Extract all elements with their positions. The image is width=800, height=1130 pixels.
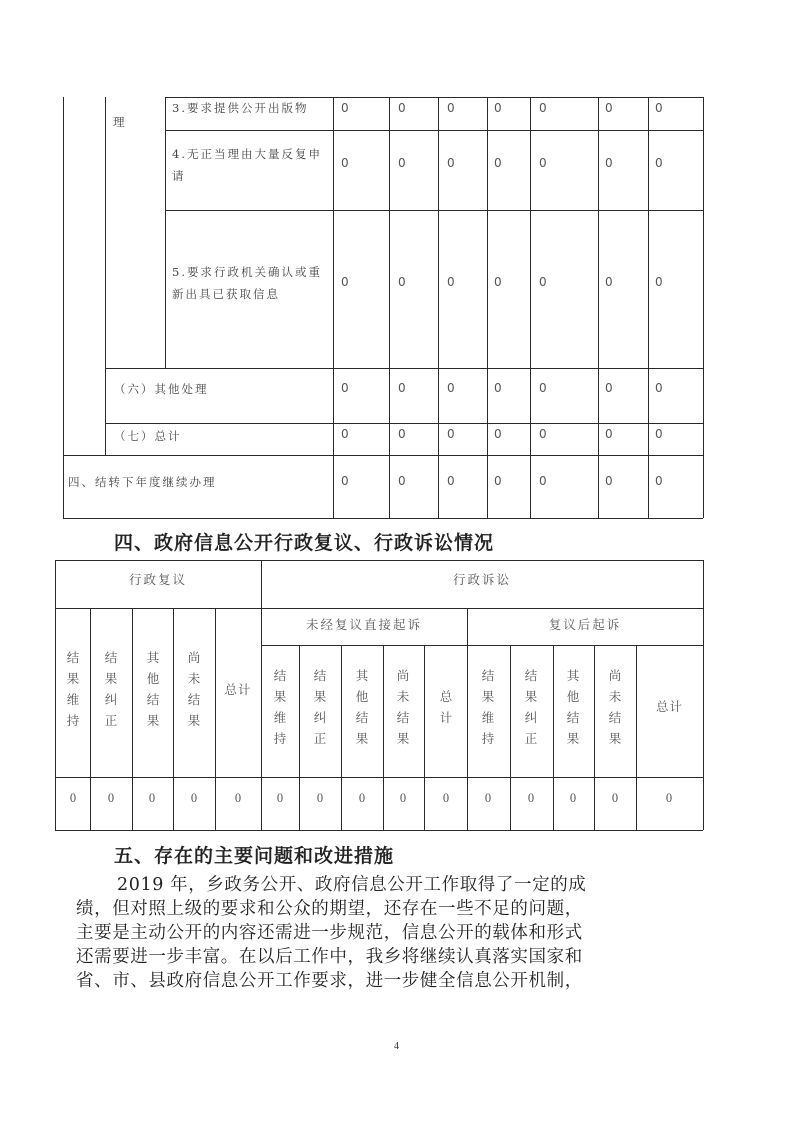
cell-value: 0 (190, 791, 198, 805)
paragraph-line: 省、市、县政府信息公开工作要求，进一步健全信息公开机制， (76, 971, 583, 991)
table2-border-top (55, 560, 703, 561)
cell-value: 0 (447, 427, 455, 441)
row-label: （六）其他处理 (114, 382, 209, 396)
cell-value: 0 (605, 474, 613, 488)
col-header-upheld: 结果维持 (481, 668, 495, 746)
cell-value: 0 (655, 156, 663, 170)
cell-value: 0 (527, 791, 535, 805)
table2-divider (636, 645, 637, 830)
cell-value: 0 (605, 275, 613, 289)
table2-divider (341, 645, 342, 830)
cell-value: 0 (398, 474, 406, 488)
table2-divider (383, 645, 384, 830)
table2-divider (261, 560, 262, 830)
row-label: （七）总计 (114, 429, 182, 443)
table1-rule (165, 210, 703, 211)
cell-value: 0 (69, 791, 77, 805)
col-header-corrected: 结果纠正 (104, 650, 118, 728)
cell-value: 0 (398, 101, 406, 115)
row-label: 3.要求提供公开出版物 (172, 101, 309, 115)
table1-divider (165, 97, 166, 368)
cell-value: 0 (655, 381, 663, 395)
cell-value: 0 (605, 156, 613, 170)
table2-divider (299, 645, 300, 830)
table2-divider (594, 645, 595, 830)
col-header-total: 总计 (655, 699, 683, 714)
cell-value: 0 (494, 156, 502, 170)
cell-value: 0 (569, 791, 577, 805)
header-administrative-litigation: 行政诉讼 (452, 572, 511, 587)
cell-value: 0 (447, 474, 455, 488)
cell-value: 0 (494, 427, 502, 441)
cell-value: 0 (494, 101, 502, 115)
table1-border-right (703, 97, 704, 518)
cell-value: 0 (447, 156, 455, 170)
col-header-pending: 尚未结果 (396, 668, 410, 746)
cell-value: 0 (341, 427, 349, 441)
col-header-other: 其他结果 (355, 668, 369, 746)
col-header-corrected: 结果纠正 (313, 668, 327, 746)
section-5-title: 五、存在的主要问题和改进措施 (114, 845, 395, 867)
table2-divider (424, 645, 425, 830)
table2-divider (553, 645, 554, 830)
paragraph-line: 2019 年，乡政务公开、政府信息公开工作取得了一定的成 (117, 875, 587, 895)
cell-value: 0 (358, 791, 366, 805)
cell-value: 0 (316, 791, 324, 805)
cell-value: 0 (399, 791, 407, 805)
table1-divider (105, 97, 106, 455)
cell-value: 0 (341, 275, 349, 289)
cell-value: 0 (539, 427, 547, 441)
header-administrative-review: 行政复议 (128, 572, 187, 587)
table2-border-left (55, 560, 56, 830)
col-header-other: 其他结果 (146, 650, 160, 728)
cell-value: 0 (655, 101, 663, 115)
cell-value: 0 (539, 381, 547, 395)
cell-value: 0 (494, 474, 502, 488)
cell-value: 0 (276, 791, 284, 805)
row-group-label-fragment: 理 (113, 115, 127, 129)
table1-rule (63, 455, 703, 456)
col-header-upheld: 结果维持 (66, 650, 80, 728)
header-direct-litigation: 未经复议直接起诉 (305, 617, 422, 632)
table1-rule (63, 518, 703, 519)
cell-value: 0 (447, 381, 455, 395)
col-header-pending: 尚未结果 (187, 650, 201, 728)
cell-value: 0 (605, 381, 613, 395)
cell-value: 0 (539, 474, 547, 488)
row-label-line: 请 (172, 169, 186, 183)
cell-value: 0 (341, 156, 349, 170)
row-label-line: 4.无正当理由大量反复申 (172, 147, 322, 161)
cell-value: 0 (539, 275, 547, 289)
paragraph-line: 主要是主动公开的内容还需进一步规范，信息公开的载体和形式 (76, 923, 583, 943)
table1-rule (105, 368, 703, 369)
row-label-line: 新出具已获取信息 (172, 287, 280, 301)
table2-divider (173, 608, 174, 830)
table2-divider (215, 608, 216, 830)
cell-value: 0 (539, 156, 547, 170)
cell-value: 0 (605, 427, 613, 441)
cell-value: 0 (655, 275, 663, 289)
cell-value: 0 (655, 427, 663, 441)
cell-value: 0 (234, 791, 242, 805)
cell-value: 0 (398, 156, 406, 170)
cell-value: 0 (107, 791, 115, 805)
table1-rule (165, 130, 703, 131)
col-header-corrected: 结果纠正 (524, 668, 538, 746)
cell-value: 0 (484, 791, 492, 805)
table1-rule (105, 423, 703, 424)
cell-value: 0 (148, 791, 156, 805)
cell-value: 0 (605, 101, 613, 115)
cell-value: 0 (341, 474, 349, 488)
col-header-total: 总计 (439, 689, 453, 725)
cell-value: 0 (398, 427, 406, 441)
cell-value: 0 (494, 275, 502, 289)
table2-divider (467, 608, 468, 830)
cell-value: 0 (398, 381, 406, 395)
cell-value: 0 (398, 275, 406, 289)
cell-value: 0 (665, 791, 673, 805)
cell-value: 0 (611, 791, 619, 805)
paragraph-line: 绩，但对照上级的要求和公众的期望，还存在一些不足的问题， (76, 899, 583, 919)
table2-border-bottom (55, 830, 703, 831)
section-4-title: 四、政府信息公开行政复议、行政诉讼情况 (114, 532, 495, 554)
table2-divider (510, 645, 511, 830)
table2-divider (90, 608, 91, 830)
table2-divider (132, 608, 133, 830)
table2-rule (55, 777, 703, 778)
row-label (172, 143, 322, 187)
table2-border-right (703, 560, 704, 830)
cell-value: 0 (442, 791, 450, 805)
col-header-pending: 尚未结果 (608, 668, 622, 746)
cell-value: 0 (655, 474, 663, 488)
table2-rule (55, 608, 703, 609)
col-header-total: 总计 (224, 682, 252, 697)
cell-value: 0 (447, 101, 455, 115)
row-label (172, 261, 322, 305)
cell-value: 0 (341, 381, 349, 395)
cell-value: 0 (447, 275, 455, 289)
col-header-other: 其他结果 (566, 668, 580, 746)
cell-value: 0 (494, 381, 502, 395)
row-label-line: 5.要求行政机关确认或重 (172, 265, 322, 279)
header-litigation-after-review: 复议后起诉 (548, 617, 622, 632)
col-header-upheld: 结果维持 (273, 668, 287, 746)
paragraph-line: 还需要进一步丰富。在以后工作中，我乡将继续认真落实国家和 (76, 947, 583, 967)
page-number: 4 (394, 1041, 399, 1052)
cell-value: 0 (341, 101, 349, 115)
cell-value: 0 (539, 101, 547, 115)
row-label: 四、结转下年度继续办理 (68, 475, 217, 489)
